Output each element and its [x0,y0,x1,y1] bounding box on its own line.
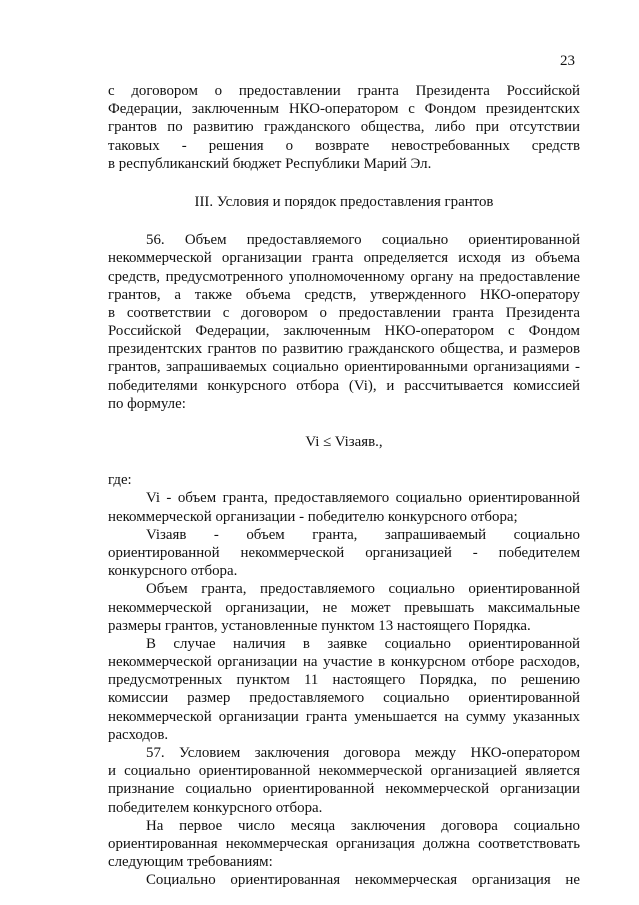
text-line: Vi - объем гранта, предоставляемого социально ориентированной [146,490,580,507]
paragraph-max-size [108,580,580,635]
text-line: 56. Объем предоставляемого социально ориентированной [146,232,580,249]
text-line: комиссии размер предоставляемого социально ориентированной [108,690,580,707]
text-line: и социально ориентированной некоммерческой организацией является [108,763,580,780]
text-line: победителем конкурсного отбора. [108,799,323,816]
text-line: в соответствии с договором о предоставлении гранта Президента [108,304,580,321]
paragraph-requirements [108,817,580,872]
text-line: Viзаяв - объем гранта, запрашиваемый социально [146,526,580,543]
paragraph-57 [108,744,580,817]
text-line: В случае наличия в заявке социально ориентированной [146,635,580,652]
text-line: некоммерческой организации на участие в конкурсном отборе расходов, [108,654,580,671]
definition-vi [108,489,580,525]
text-line: с договором о предоставлении гранта Президента Российской [108,83,580,99]
text-line: ориентированная некоммерческая организация должна соответствовать [108,835,580,852]
where-label: где: [108,472,132,489]
formula: Vi ≤ Viзаяв., [305,434,383,450]
text-line: 57. Условием заключения договора между НКО-оператором [146,745,580,761]
text-line: некоммерческой организации гранта уменьшается на сумму указанных [108,708,580,725]
text-line: таковых - решения о возврате невостребованных средств [108,137,580,154]
text-line: ориентированной некоммерческой организацией - победителем [108,544,580,561]
text-line: Федерации, заключенным НКО-оператором с Фондом президентских [108,101,580,118]
text-line: На первое число месяца заключения договора социально [146,817,580,834]
text-line: по формуле: [108,395,186,412]
definition-viz [108,526,580,581]
text-line: грантов, а также объема средств, утвержденного НКО-оператору [108,286,580,303]
text-line: грантов по развитию гражданского общества, либо при отсутствии [108,119,580,136]
text-line: Российской Федерации, заключенным НКО-оператором с Фондом [108,323,580,340]
paragraph-56 [108,231,580,413]
text-line: расходов. [108,726,169,743]
text-line: следующим требованиям: [108,854,273,871]
text-line: президентских грантов по развитию гражданского общества, и размеров [108,341,580,358]
text-line: Социально ориентированная некоммерческая организация не [146,872,580,889]
paragraph-expenses [108,635,580,744]
page-number: 23 [560,53,575,69]
text-line: признание социально ориентированной некоммерческой организации [108,781,580,798]
text-line: грантов, запрашиваемых социально ориентированными организациями - [108,359,580,376]
text-line: предусмотренных пунктом 11 настоящего Порядка, по решению [108,672,580,689]
text-line: в республиканский бюджет Республики Марий Эл. [108,155,432,172]
paragraph-continued [108,871,580,889]
text-line: Объем гранта, предоставляемого социально ориентированной [146,581,580,598]
text-line: средств, предусмотренного уполномоченному органу на предоставление [108,268,580,285]
text-line: некоммерческой организации гранта определяется исходя из объема [108,250,580,267]
continuation-paragraph [108,82,580,173]
text-line: некоммерческой организации, не может превышать максимальные [108,599,580,616]
text-line: конкурсного отбора. [108,563,238,580]
text-line: размеры грантов, установленные пунктом 13 настоящего Порядка. [108,617,531,634]
text-line: победителями конкурсного отбора (Vi), и рассчитывается комиссией [108,377,580,394]
section-heading: III. Условия и порядок предоставления грантов [194,193,494,210]
text-line: некоммерческой организации - победителю конкурсного отбора; [108,508,518,525]
document-body [108,82,580,890]
